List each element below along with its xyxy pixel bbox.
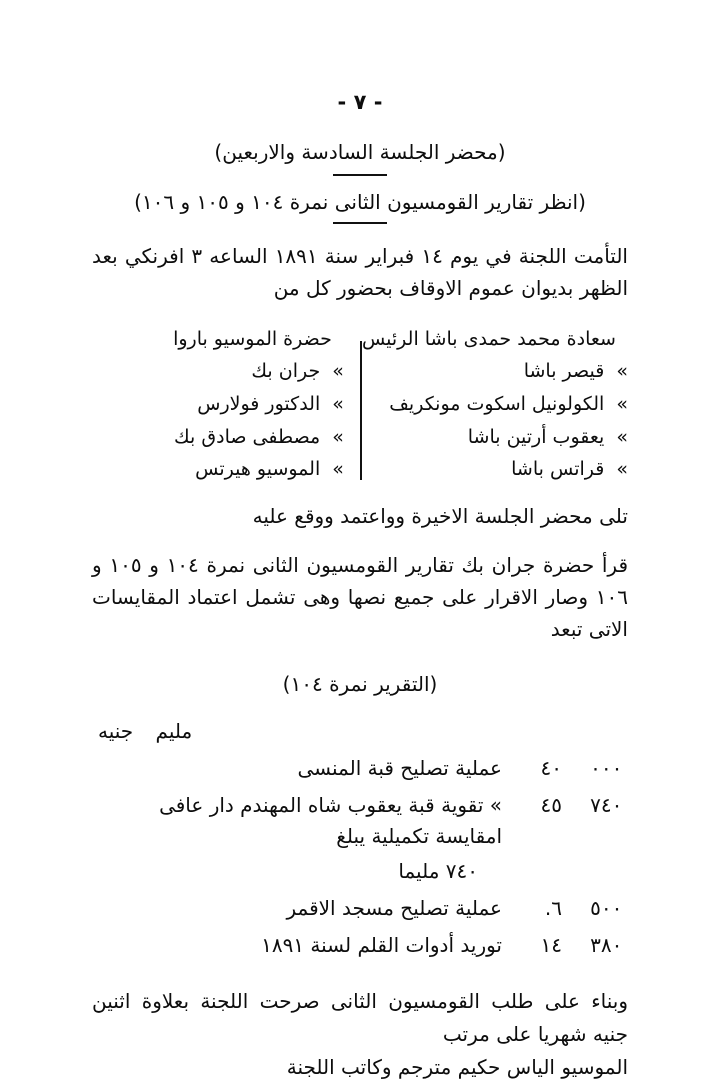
ledger-description: توريد أدوات القلم لسنة ١٨٩١ xyxy=(261,932,502,957)
ledger-description-continuation: ٧٤٠ مليما xyxy=(398,858,478,883)
attendee-bullet: » xyxy=(616,360,628,383)
ledger-amount xyxy=(516,928,628,963)
ledger-pound: ٤٠ xyxy=(540,755,562,780)
attendee-bullet: » xyxy=(616,393,628,416)
attendee-bullet: » xyxy=(616,458,628,481)
attendee-row xyxy=(376,388,628,421)
ledger-description: عملية تصليح مسجد الاقمر xyxy=(286,895,502,920)
attendee-row xyxy=(92,421,344,454)
attendee-name: حضرة الموسيو باروا xyxy=(173,327,332,350)
ledger-table xyxy=(92,714,628,963)
page-number: - ٧ - xyxy=(337,90,383,114)
ledger-header-millieme: مليم xyxy=(155,718,193,743)
divider-rule-top xyxy=(333,174,387,176)
attendee-row xyxy=(92,388,344,421)
attendee-bullet: » xyxy=(332,425,344,448)
ledger-row xyxy=(92,788,628,852)
opening-paragraph: التأمت اللجنة في يوم ١٤ فبراير سنة ١٨٩١ الساعه ٣ افرنكي بعد الظهر بديوان عموم الاوقاف بحضور كل من xyxy=(92,244,628,301)
attendee-name: مصطفى صادق بك xyxy=(174,425,321,448)
attendee-row xyxy=(376,355,628,388)
attendee-name: سعادة محمد حمدى باشا الرئيس xyxy=(361,327,616,350)
ledger-row xyxy=(92,751,628,786)
attendee-name: يعقوب أرتين باشا xyxy=(467,425,605,448)
ledger-pound: ٤٥ xyxy=(540,792,562,817)
attendees-column-left xyxy=(92,323,362,486)
ledger-amount xyxy=(516,891,628,926)
ledger-header-row xyxy=(92,714,628,749)
attendee-name: جران بك xyxy=(251,360,321,383)
attendee-bullet: » xyxy=(332,393,344,416)
attendee-row xyxy=(92,453,344,486)
body-paragraph: قرأ حضرة جران بك تقارير القومسيون الثانى نمرة ١٠٤ و ١٠٥ و ١٠٦ وصار الاقرار على جميع نصها وهى تشمل اعتماد المقايسات الاتى تبعد xyxy=(92,552,628,642)
ledger-description: » تقوية قبة يعقوب شاه المهندم دار عافى امقايسة تكميلية يبلغ xyxy=(159,792,502,848)
ledger-millieme: ٠٠٠ xyxy=(590,755,623,780)
ledger-header-pound: جنيه xyxy=(98,718,134,743)
ledger-pound: ٦. xyxy=(544,895,562,920)
closing-line-2: الموسيو الياس حكيم مترجم وكاتب اللجنة xyxy=(286,1054,628,1079)
divider-rule-bottom xyxy=(333,222,387,224)
attendee-name: الدكتور فولارس xyxy=(197,393,321,416)
attendee-bullet: » xyxy=(332,458,344,481)
attendees-table xyxy=(92,323,628,486)
attendee-row xyxy=(92,323,344,356)
ledger-millieme: ٥٠٠ xyxy=(590,895,623,920)
attendee-row xyxy=(376,421,628,454)
attendee-bullet: » xyxy=(616,425,628,448)
report-heading: (التقرير نمرة ١٠٤) xyxy=(282,671,438,696)
closing-paragraph xyxy=(92,985,628,1084)
attendee-name: الكولونيل اسكوت مونكريف xyxy=(389,393,605,416)
closing-line-1: وبناء على طلب القومسيون الثانى صرحت اللجنة بعلاوة اثنين جنيه شهريا على مرتب xyxy=(92,988,628,1046)
ledger-amount xyxy=(516,788,628,823)
ledger-pound: ١٤ xyxy=(540,932,562,957)
ledger-amount xyxy=(516,751,628,786)
ledger-row xyxy=(92,891,628,926)
attendee-row xyxy=(376,453,628,486)
attendee-bullet: » xyxy=(332,360,344,383)
attendee-row xyxy=(361,323,628,356)
attendee-name: قيصر باشا xyxy=(523,360,605,383)
page-title: (محضر الجلسة السادسة والاربعين) xyxy=(214,140,506,164)
minutes-approval-line: تلى محضر الجلسة الاخيرة وواعتمد ووقع عليه xyxy=(252,504,628,529)
attendee-name: قراتس باشا xyxy=(511,458,605,481)
ledger-row xyxy=(92,928,628,963)
ledger-description: عملية تصليح قبة المنسى xyxy=(297,755,502,780)
attendee-row xyxy=(92,355,344,388)
attendee-name: الموسيو هيرتس xyxy=(195,458,321,481)
ledger-millieme: ٣٨٠ xyxy=(590,932,623,957)
page-subtitle: (انظر تقارير القومسيون الثانى نمرة ١٠٤ و ١٠٥ و ١٠٦) xyxy=(134,190,586,214)
attendees-column-right xyxy=(361,323,628,486)
ledger-millieme: ٧٤٠ xyxy=(590,792,623,817)
